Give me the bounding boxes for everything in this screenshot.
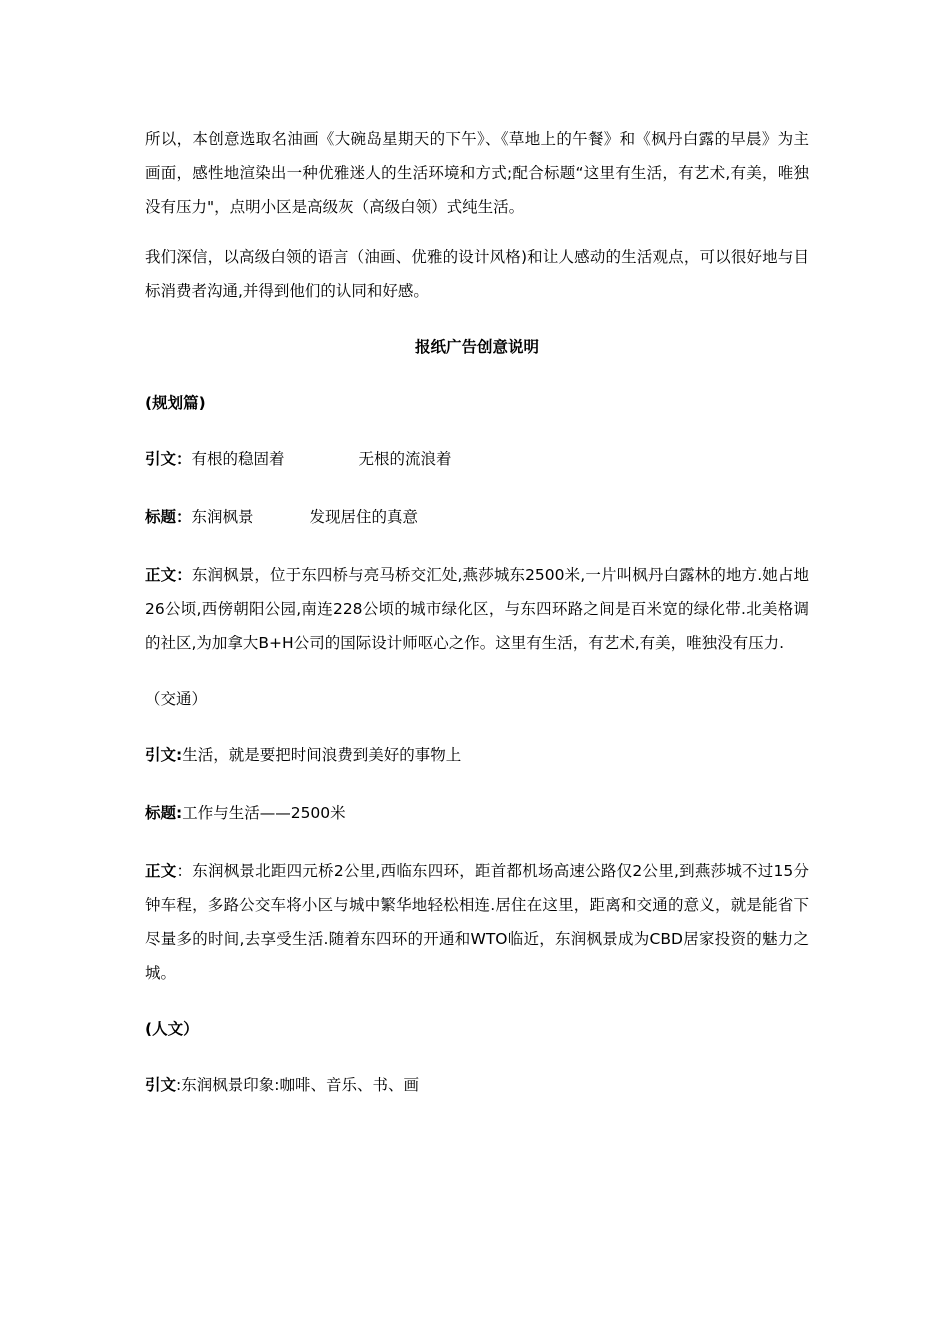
planning-quote-label: 引文： xyxy=(145,450,192,468)
traffic-title xyxy=(145,796,809,830)
intro-paragraph-2: 我们深信，以高级白领的语言（油画、优雅的设计风格)和让人感动的生活观点，可以很好地与目标消费者沟通,并得到他们的认同和好感。 xyxy=(145,248,809,300)
planning-title-label: 标题： xyxy=(145,508,192,526)
planning-body xyxy=(145,558,809,660)
planning-title xyxy=(145,500,809,534)
planning-body-label: 正文： xyxy=(145,566,192,584)
culture-quote-text: :东润枫景印象:咖啡、音乐、书、画 xyxy=(176,1076,419,1094)
traffic-body-text: ：东润枫景北距四元桥2公里,西临东四环，距首都机场高速公路仅2公里,到燕莎城不过15分钟车程，多路公交车将小区与城中繁华地轻松相连.居住在这里，距离和交通的意义，就是能省下尽量多的时间,去享受生活.随着东四环的开通和WTO临近，东润枫景成为CBD居家投资的魅力之城。 xyxy=(145,862,809,982)
section-title: 报纸广告创意说明 xyxy=(414,338,539,356)
planning-title-b: 发现居住的真意 xyxy=(309,508,419,526)
document-page xyxy=(145,122,809,1102)
intro-paragraph-1: 所以，本创意选取名油画《大碗岛星期天的下午》、《草地上的午餐》和《枫丹白露的早晨》为主画面，感性地渲染出一种优雅迷人的生活环境和方式;配合标题“这里有生活，有艺术,有美，唯独没有压力"，点明小区是高级灰（高级白领）式纯生活。 xyxy=(145,130,809,216)
culture-quote-label: 引文 xyxy=(145,1076,177,1094)
traffic-title-text: 工作与生活——2500米 xyxy=(182,804,346,822)
culture-quote xyxy=(145,1068,809,1102)
planning-title-a: 东润枫景 xyxy=(191,508,254,526)
traffic-quote-label: 引文: xyxy=(145,746,183,764)
planning-quote-b: 无根的流浪着 xyxy=(358,450,452,468)
traffic-heading: （交通） xyxy=(145,690,208,708)
traffic-body-label: 正文 xyxy=(145,862,177,880)
planning-body-text: 东润枫景，位于东四桥与亮马桥交汇处,燕莎城东2500米,一片叫枫丹白露林的地方.她占地26公顷,西傍朝阳公园,南连228公顷的城市绿化区，与东四环路之间是百米宽的绿化带.北美格调的社区,为加拿大B+H公司的国际设计师呕心之作。这里有生活，有艺术,有美，唯独没有压力. xyxy=(145,566,809,652)
planning-quote-a: 有根的稳固着 xyxy=(191,450,285,468)
traffic-title-label: 标题: xyxy=(145,804,183,822)
traffic-quote xyxy=(145,738,809,772)
planning-quote xyxy=(145,442,809,476)
traffic-body xyxy=(145,854,809,990)
culture-heading: (人文） xyxy=(145,1020,199,1038)
traffic-quote-text: 生活，就是要把时间浪费到美好的事物上 xyxy=(182,746,462,764)
planning-heading: (规划篇) xyxy=(145,394,206,412)
